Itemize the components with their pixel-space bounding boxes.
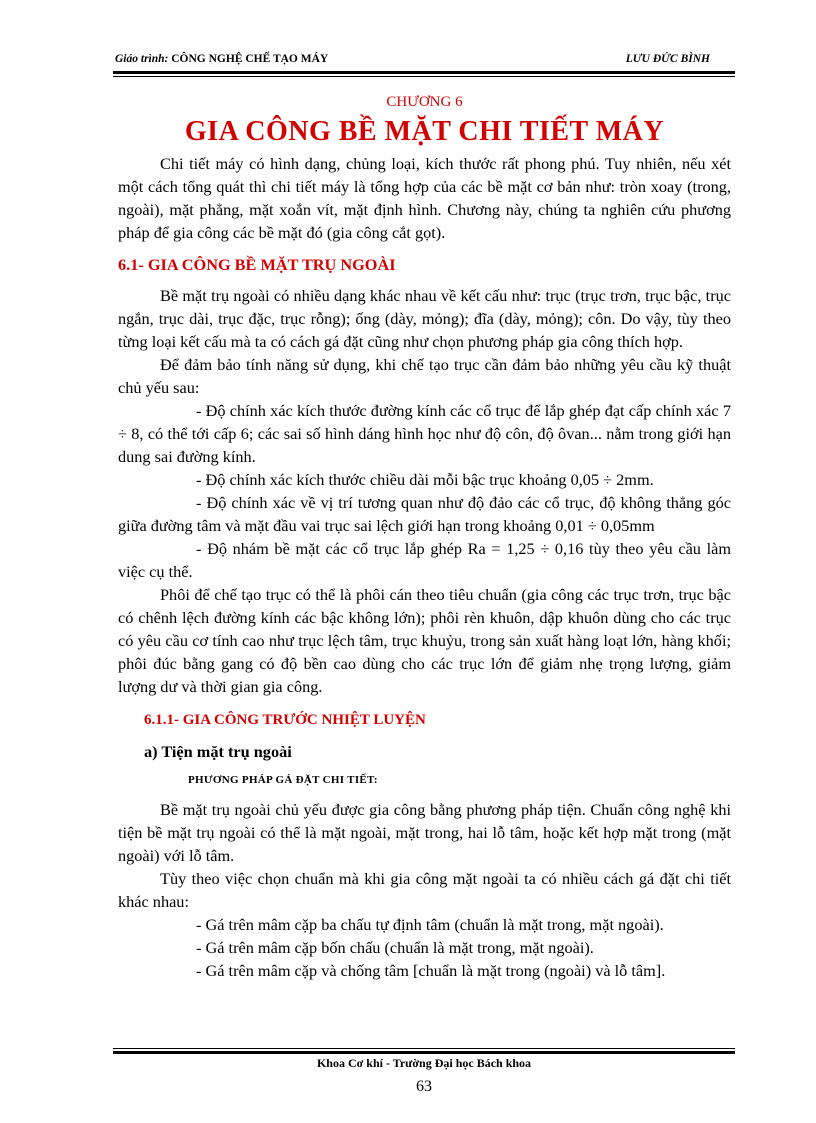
author-name: LƯU ĐỨC BÌNH <box>625 53 710 65</box>
course-prefix: Giáo trình: <box>115 53 169 65</box>
fixture-option: - Gá trên mâm cặp và chống tâm [chuẩn là mặt trong (ngoài) và lỗ tâm]. <box>196 961 666 980</box>
requirement-item: - Độ chính xác kích thước đường kính các cổ trục để lắp ghép đạt cấp chính xác 7 ÷ 8, có thể tới cấp 6; các sai số hình dáng hình học như độ côn, độ ôvan... nằm trong giới hạn dung sai đường kính. <box>118 401 731 466</box>
course-name: CÔNG NGHỆ CHẾ TẠO MÁY <box>171 53 329 65</box>
section-heading: 6.1- GIA CÔNG BỀ MẶT TRỤ NGOÀI <box>118 255 396 274</box>
footer-rule <box>113 1051 735 1054</box>
paragraph: Phôi để chế tạo trục có thể là phôi cán theo tiêu chuẩn (gia công các trục trơn, trục bậc có chênh lệch đường kính các bậc không lớn); phôi rèn khuôn, dập khuôn dùng cho các trục có yêu cầu cơ tính cao như trục lệch tâm, trục khuỷu, trong sản xuất hàng loạt lớn, hàng khối; phôi đúc bằng gang có độ bền cao dùng cho các trục lớn để giảm nhẹ trọng lượng, giảm lượng dư và thời gian gia công. <box>118 585 731 696</box>
paragraph: Để đảm bảo tính năng sử dụng, khi chế tạo trục cần đảm bảo những yêu cầu kỹ thuật chủ yếu sau: <box>118 355 731 397</box>
fixture-option: - Gá trên mâm cặp ba chấu tự định tâm (chuẩn là mặt trong, mặt ngoài). <box>196 915 664 934</box>
paragraph: Tùy theo việc chọn chuẩn mà khi gia công mặt ngoài ta có nhiều cách gá đặt chi tiết khác nhau: <box>118 869 731 911</box>
requirement-item: - Độ chính xác kích thước chiều dài mỗi bậc trục khoảng 0,05 ÷ 2mm. <box>196 470 654 489</box>
course-title <box>115 53 328 65</box>
paragraph: Bề mặt trụ ngoài có nhiều dạng khác nhau về kết cấu như: trục (trục trơn, trục bậc, trục ngắn, trục dài, trục đặc, trục rỗng); ống (dày, mỏng); đĩa (dày, mỏng); côn. Do vậy, tùy theo từng loại kết cấu mà ta có cách gá đặt cũng như chọn phương pháp gia công thích hợp. <box>118 286 731 351</box>
header-rule <box>113 71 735 74</box>
footer-institution: Khoa Cơ khí - Trường Đại học Bách khoa <box>316 1056 532 1070</box>
page-number: 63 <box>416 1078 432 1095</box>
subsection-heading: 6.1.1- GIA CÔNG TRƯỚC NHIỆT LUYỆN <box>144 712 426 728</box>
method-heading: PHƯƠNG PHÁP GÁ ĐẶT CHI TIẾT: <box>188 774 378 786</box>
page-body <box>118 90 731 982</box>
footer-rule-thin <box>113 1048 735 1049</box>
intro-paragraph: Chi tiết máy có hình dạng, chủng loại, kích thước rất phong phú. Tuy nhiên, nếu xét một cách tổng quát thì chi tiết máy là tổng hợp của các bề mặt cơ bản như: tròn xoay (trong, ngoài), mặt phẳng, mặt xoắn vít, mặt định hình. Chương này, chúng ta nghiên cứu phương pháp để gia công các bề mặt đó (gia công cắt gọt). <box>118 154 731 242</box>
requirement-item: - Độ nhám bề mặt các cổ trục lắp ghép Ra = 1,25 ÷ 0,16 tùy theo yêu cầu làm việc cụ thể. <box>118 539 731 581</box>
chapter-title: GIA CÔNG BỀ MẶT CHI TIẾT MÁY <box>184 116 665 147</box>
requirement-item: - Độ chính xác về vị trí tương quan như độ đảo các cổ trục, độ không thẳng góc giữa đường tâm và mặt đầu vai trục sai lệch giới hạn trong khoảng 0,01 ÷ 0,05mm <box>118 493 731 535</box>
chapter-label: CHƯƠNG 6 <box>386 94 463 110</box>
paragraph: Bề mặt trụ ngoài chủ yếu được gia công bằng phương pháp tiện. Chuẩn công nghệ khi tiện bề mặt trụ ngoài có thể là mặt ngoài, mặt trong, hai lỗ tâm, hoặc kết hợp mặt trong (mặt ngoài) với lỗ tâm. <box>118 800 731 865</box>
fixture-option: - Gá trên mâm cặp bốn chấu (chuẩn là mặt trong, mặt ngoài). <box>196 938 594 957</box>
page-header <box>115 53 735 71</box>
header-rule-thin <box>113 76 735 77</box>
item-heading: a) Tiện mặt trụ ngoài <box>144 742 292 761</box>
